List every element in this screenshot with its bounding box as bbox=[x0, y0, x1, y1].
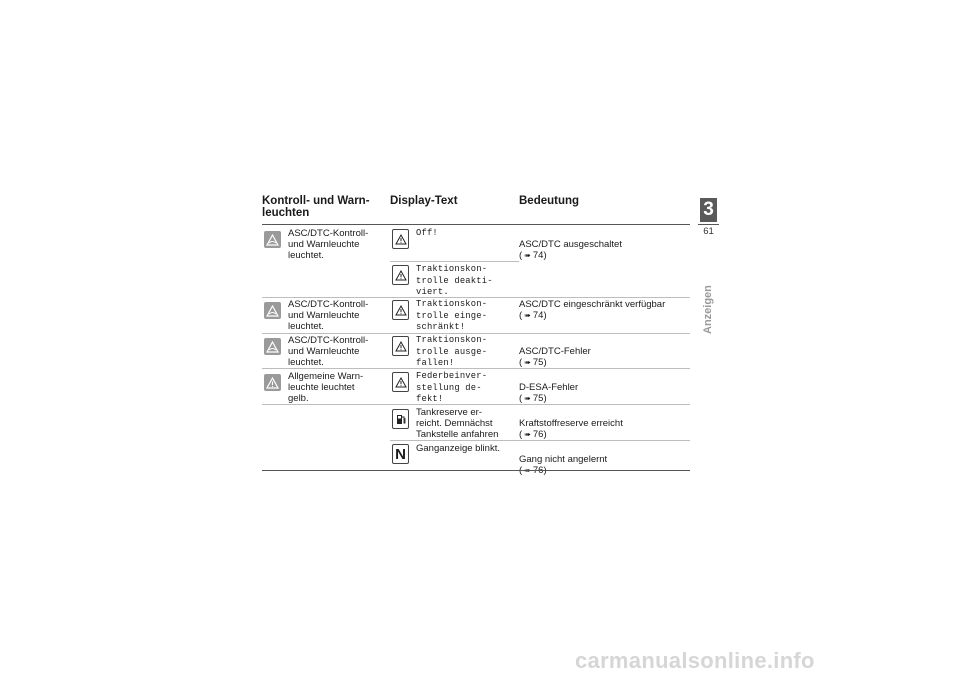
row1-light-text: ASC/DTC-Kontroll- und Warnleuchte leuchtet. bbox=[288, 228, 369, 261]
general-warning-icon bbox=[264, 374, 281, 391]
row2-display-text: Traktionskon- trolle deakti- viert. bbox=[416, 264, 493, 297]
neutral-gear-icon bbox=[392, 444, 409, 464]
row1-meaning: ASC/DTC ausgeschaltet ( ➠ 74) bbox=[519, 239, 622, 261]
row7-meaning-text: Gang nicht angelernt bbox=[519, 454, 608, 465]
display-warning-icon bbox=[392, 336, 409, 356]
fuel-pump-icon bbox=[392, 409, 409, 429]
header-rule bbox=[262, 224, 690, 225]
row4-meaning-text: ASC/DTC-Fehler bbox=[519, 346, 591, 357]
asc-dtc-warning-icon bbox=[264, 302, 281, 319]
arrow-icon: ➠ bbox=[524, 358, 531, 367]
chapter-number: 3 bbox=[700, 198, 717, 222]
row7-meaning bbox=[519, 443, 607, 476]
row3-rule bbox=[262, 333, 690, 334]
page-number: 61 bbox=[703, 226, 714, 237]
section-label: Anzeigen bbox=[702, 285, 714, 334]
asc-dtc-warning-icon bbox=[264, 231, 281, 248]
row3-light-text: ASC/DTC-Kontroll- und Warnleuchte leuchtet. bbox=[288, 299, 369, 332]
row6-ref[interactable]: 76 bbox=[532, 429, 544, 440]
row6-display-text: Tankreserve er- reicht. Demnächst Tankstelle anfahren bbox=[416, 407, 499, 440]
arrow-icon: ➠ bbox=[524, 394, 531, 403]
header-meaning: Bedeutung bbox=[519, 195, 580, 207]
row1-ref[interactable]: 74 bbox=[532, 250, 544, 261]
table-bottom-rule bbox=[262, 470, 690, 471]
row4-light-text: ASC/DTC-Kontroll- und Warnleuchte leuchtet. bbox=[288, 335, 369, 368]
row2-rule bbox=[262, 297, 690, 298]
gear-symbol: N bbox=[395, 445, 406, 463]
row5-light-text: Allgemeine Warn- leuchte leuchtet gelb. bbox=[288, 371, 364, 404]
display-warning-icon bbox=[392, 300, 409, 320]
arrow-icon: ➠ bbox=[524, 430, 531, 439]
header-display: Display-Text bbox=[390, 195, 458, 207]
display-warning-icon bbox=[392, 229, 409, 249]
row6-meaning: Kraftstoffreserve erreicht ( ➠ 76) bbox=[519, 418, 623, 440]
row1-display-text: Off! bbox=[416, 228, 438, 238]
row7-display-text: Ganganzeige blinkt. bbox=[416, 443, 500, 454]
display-warning-icon bbox=[392, 265, 409, 285]
row1-rule bbox=[390, 261, 519, 262]
arrow-icon: ➠ bbox=[524, 251, 531, 260]
row3-meaning-text: ASC/DTC eingeschränkt verfügbar bbox=[519, 299, 666, 310]
asc-dtc-warning-icon bbox=[264, 338, 281, 355]
row6-rule bbox=[390, 440, 690, 441]
row5-meaning-text: D-ESA-Fehler bbox=[519, 382, 579, 393]
row5-ref[interactable]: 75 bbox=[532, 393, 544, 404]
row5-display-text: Federbeinver- stellung de- fekt! bbox=[416, 371, 488, 404]
row6-meaning-text: Kraftstoffreserve erreicht bbox=[519, 418, 623, 429]
row4-meaning: ASC/DTC-Fehler ( ➠ 75) bbox=[519, 346, 591, 368]
header-lights: Kontroll- und Warn- leuchten bbox=[262, 195, 370, 219]
display-warning-icon bbox=[392, 372, 409, 392]
row4-ref[interactable]: 75 bbox=[532, 357, 544, 368]
row4-display-text: Traktionskon- trolle ausge- fallen! bbox=[416, 335, 488, 368]
row5-meaning: D-ESA-Fehler ( ➠ 75) bbox=[519, 382, 579, 404]
row5-rule bbox=[262, 404, 690, 405]
watermark: carmanualsonline.info bbox=[575, 648, 815, 673]
row3-ref[interactable]: 74 bbox=[532, 310, 544, 321]
row1-meaning-text: ASC/DTC ausgeschaltet bbox=[519, 239, 622, 250]
row3-display-text: Traktionskon- trolle einge- schränkt! bbox=[416, 299, 488, 332]
row4-rule bbox=[262, 368, 690, 369]
row3-meaning: ASC/DTC eingeschränkt verfügbar ( ➠ 74) bbox=[519, 299, 666, 321]
page-number-rule bbox=[698, 224, 719, 225]
arrow-icon: ➠ bbox=[524, 311, 531, 320]
